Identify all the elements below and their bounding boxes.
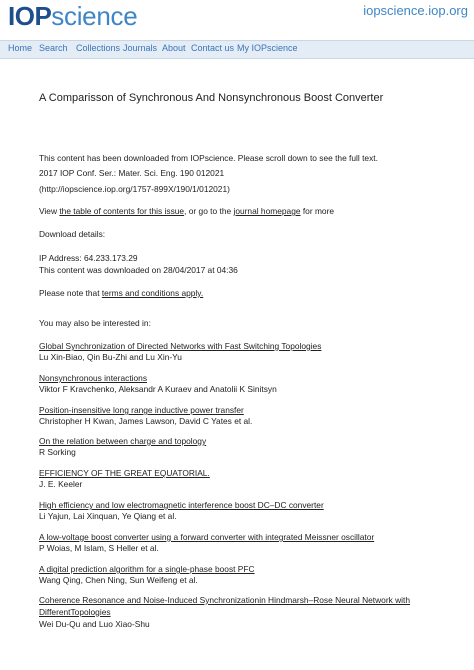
journal-homepage-link[interactable]: journal homepage	[233, 206, 301, 216]
download-date: This content was downloaded on 28/04/2017 at 04:36	[39, 265, 238, 275]
related-article-title[interactable]: On the relation between charge and topology	[39, 436, 207, 446]
nav-contact-us[interactable]: Contact us	[191, 43, 235, 53]
terms-line	[39, 288, 203, 298]
ip-address: IP Address: 64.233.173.29	[39, 253, 138, 263]
related-article-authors: Wang Qing, Chen Ning, Sun Weifeng et al.	[39, 575, 198, 585]
article-title: A Comparisson of Synchronous And Nonsynchronous Boost Converter	[39, 92, 384, 104]
toc-link[interactable]: the table of contents for this issue	[59, 206, 185, 216]
iopscience-logo[interactable]	[8, 1, 137, 33]
related-article-title[interactable]: High efficiency and low electromagnetic interference boost DC–DC converter	[39, 500, 324, 510]
download-details-heading: Download details:	[39, 229, 106, 239]
site-url-link[interactable]: iopscience.iop.org	[363, 3, 468, 18]
view-middle: , or go to the	[184, 206, 234, 216]
view-links-line	[39, 206, 334, 216]
nav-collections[interactable]: Collections	[76, 43, 121, 53]
related-article-title[interactable]: Coherence Resonance and Noise-Induced Synchronizationin Hindmarsh–Rose Neural Network with DifferentTopologies	[39, 595, 411, 617]
interested-heading: You may also be interested in:	[39, 318, 151, 328]
related-article-authors: Li Yajun, Lai Xinquan, Ye Qiang et al.	[39, 511, 177, 521]
related-article-authors: J. E. Keeler	[39, 479, 83, 489]
related-article-title[interactable]: A digital prediction algorithm for a single-phase boost PFC	[39, 564, 255, 574]
doi-url: (http://iopscience.iop.org/1757-899X/190/1/012021)	[39, 184, 230, 194]
related-article-authors: Viktor F Kravchenko, Aleksandr A Kuraev and Anatolii K Sinitsyn	[39, 384, 277, 394]
nav-about[interactable]: About	[162, 43, 186, 53]
related-article-authors: Christopher H Kwan, James Lawson, David C Yates et al.	[39, 416, 253, 426]
related-article-authors: P Woias, M Islam, S Heller et al.	[39, 543, 159, 553]
related-article-title[interactable]: A low-voltage boost converter using a forward converter with integrated Meissner oscillator	[39, 532, 375, 542]
nav-journals[interactable]: Journals	[123, 43, 158, 53]
citation: 2017 IOP Conf. Ser.: Mater. Sci. Eng. 190 012021	[39, 168, 225, 178]
nav-bar	[0, 40, 474, 59]
related-article-title[interactable]: Nonsynchronous interactions	[39, 373, 148, 383]
related-article-authors: Wei Du-Qu and Luo Xiao-Shu	[39, 619, 150, 629]
view-prefix: View	[39, 206, 60, 216]
nav-my-iopscience[interactable]: My IOPscience	[237, 43, 298, 53]
view-suffix: for more	[300, 206, 335, 216]
terms-link[interactable]: terms and conditions apply.	[101, 288, 204, 298]
related-article-authors: Lu Xin-Biao, Qin Bu-Zhi and Lu Xin-Yu	[39, 352, 182, 362]
logo-iop-text: IOP	[8, 1, 52, 31]
related-article-title[interactable]: Global Synchronization of Directed Networks with Fast Switching Topologies	[39, 341, 322, 351]
related-article-title[interactable]: Position-insensitive long range inductive power transfer	[39, 405, 244, 415]
nav-search[interactable]: Search	[39, 43, 68, 53]
note-prefix: Please note that	[39, 288, 102, 298]
nav-home[interactable]: Home	[8, 43, 33, 53]
related-article-title[interactable]: EFFICIENCY OF THE GREAT EQUATORIAL.	[39, 468, 210, 478]
logo-science-text: science	[51, 1, 138, 31]
download-notice: This content has been downloaded from IOPscience. Please scroll down to see the full text.	[39, 153, 378, 163]
site-header	[0, 0, 474, 40]
related-article-authors: R Sorking	[39, 447, 76, 457]
